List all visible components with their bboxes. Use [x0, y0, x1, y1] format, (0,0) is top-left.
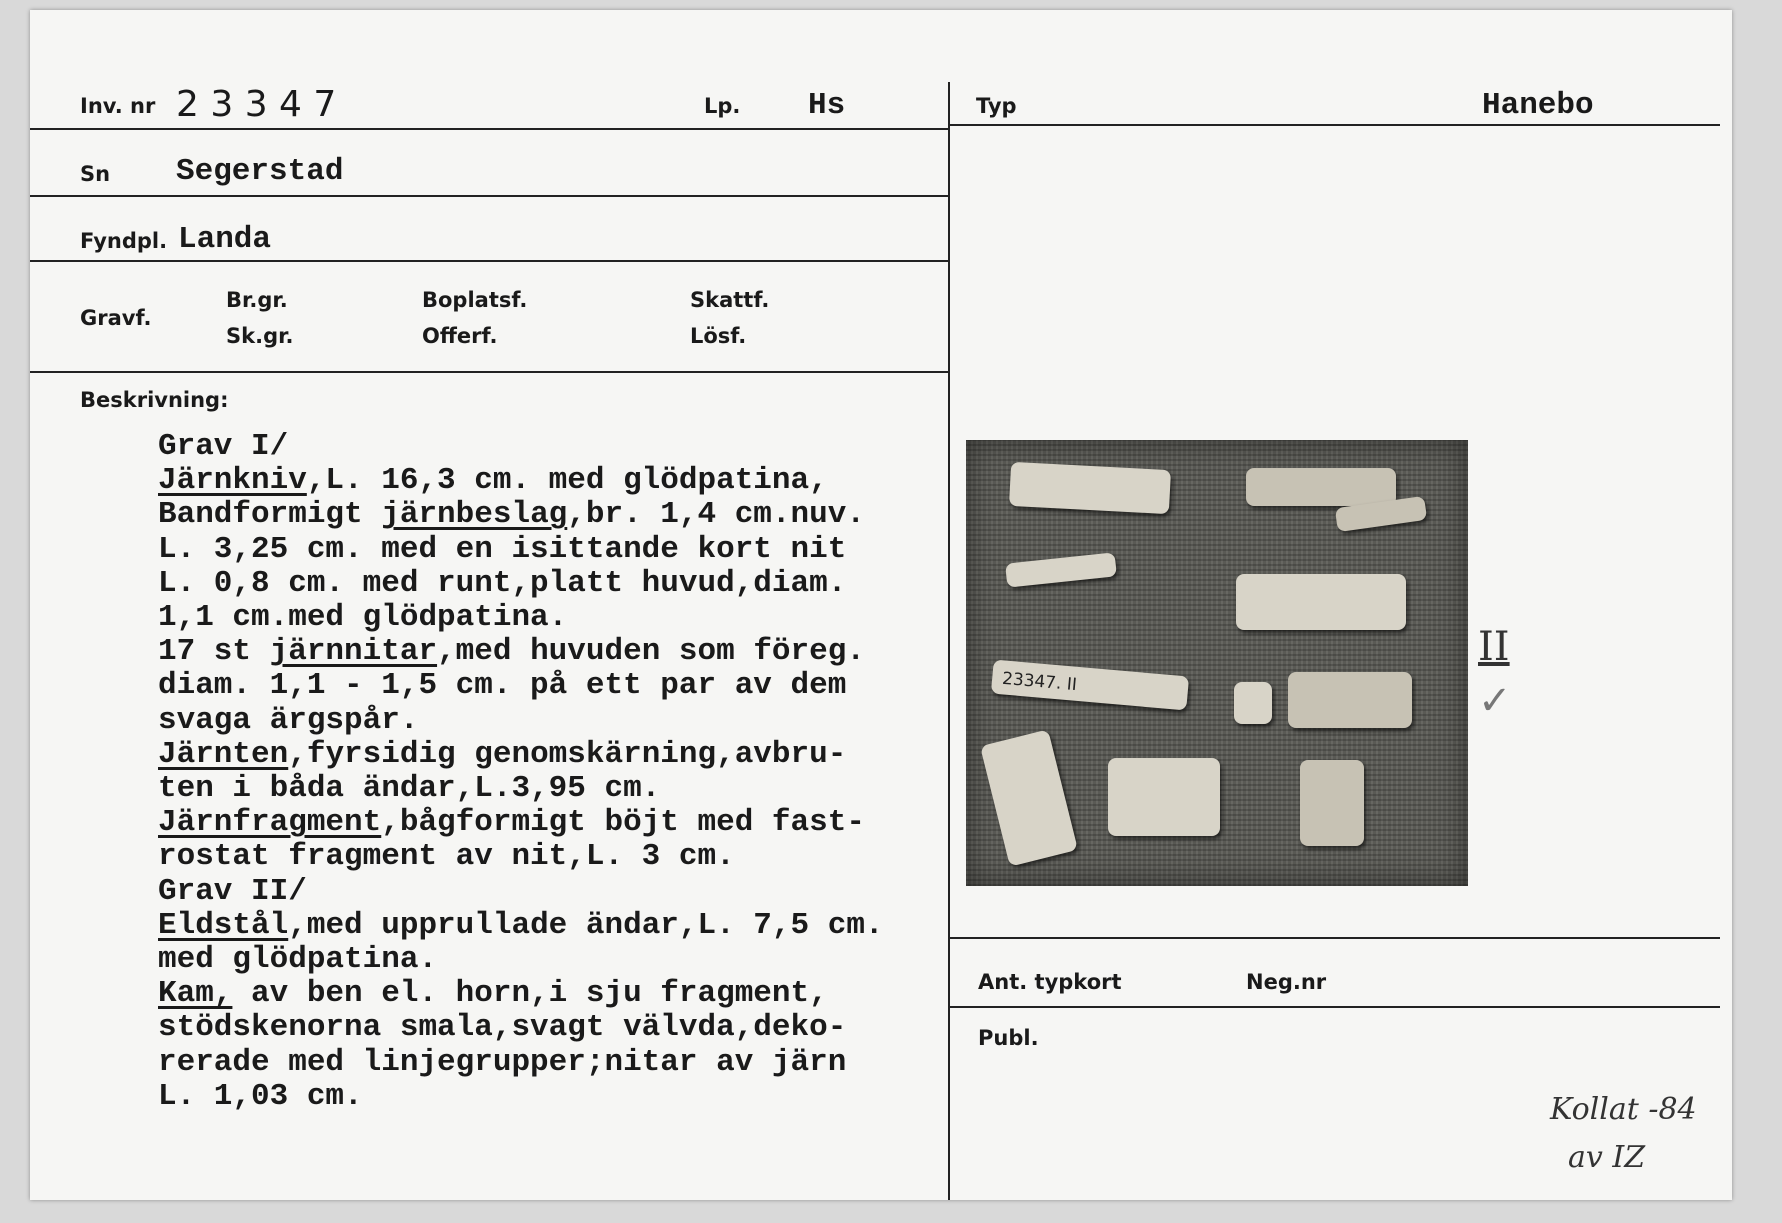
description-segment: ,med huvuden som föreg. [437, 634, 865, 670]
underlined-term: Järnfragment [158, 805, 382, 841]
description-line [158, 738, 884, 772]
description-line [158, 977, 884, 1011]
description-segment: rerade med linjegrupper;nitar av järn [158, 1044, 847, 1080]
gravf-label: Gravf. [80, 306, 152, 330]
description-segment: ,br. 1,4 cm.nuv. [567, 497, 865, 533]
description-line [158, 635, 884, 669]
description-line [158, 840, 884, 874]
description-line [158, 909, 884, 943]
description-segment: L. 3,25 cm. med en isittande kort nit [158, 531, 847, 567]
losf-label: Lösf. [690, 324, 747, 348]
fragment [1236, 574, 1406, 630]
description-segment: L. 0,8 cm. med runt,platt huvud,diam. [158, 565, 847, 601]
fragment [1288, 672, 1412, 728]
beskrivning-label: Beskrivning: [80, 388, 229, 412]
neg-nr-label: Neg.nr [1246, 970, 1327, 994]
rule-above-publ [950, 1006, 1720, 1008]
rule-above-ant-typkort [950, 937, 1720, 939]
underlined-term: Kam, [158, 976, 233, 1012]
boplatsf-label: Boplatsf. [422, 288, 528, 312]
description-line [158, 1080, 884, 1114]
underlined-term: Järnten [158, 736, 289, 772]
description-line [158, 464, 884, 498]
inv-nr-value: 2 3 3 4 7 [176, 84, 337, 125]
offerf-label: Offerf. [422, 324, 498, 348]
fyndpl-label: Fyndpl. [80, 229, 168, 253]
description-segment: ,fyrsidig genomskärning,avbru- [288, 736, 847, 772]
description-line [158, 533, 884, 567]
typ-label: Typ [976, 94, 1017, 118]
column-divider [948, 82, 950, 1200]
description-segment: 1,1 cm.med glödpatina. [158, 600, 568, 636]
description-line [158, 498, 884, 532]
description-segment: ,bågformigt böjt med fast- [381, 805, 865, 841]
rule-under-gravf [30, 371, 950, 373]
underlined-term: järnnitar [269, 634, 438, 670]
description-segment: rostat fragment av nit,L. 3 cm. [158, 839, 735, 875]
description-line [158, 806, 884, 840]
rule-under-sn [30, 195, 950, 197]
fragment [1108, 758, 1220, 836]
underlined-term: Eldstål [158, 907, 289, 943]
skattf-label: Skattf. [690, 288, 770, 312]
description-segment: med glödpatina. [158, 942, 438, 978]
typ-value: Hanebo [1482, 88, 1594, 123]
publ-label: Publ. [978, 1026, 1039, 1050]
description-line [158, 875, 884, 909]
description-segment: ,med upprullade ändar,L. 7,5 cm. [288, 907, 884, 943]
description-segment: Grav II/ [158, 873, 307, 909]
fragment [1234, 682, 1272, 724]
check-mark-handwritten: ✓ [1478, 678, 1512, 724]
sk-gr-label: Sk.gr. [226, 324, 294, 348]
description-segment: diam. 1,1 - 1,5 cm. på ett par av dem [158, 668, 847, 704]
note-handwritten-1: Kollat -84 [1550, 1092, 1697, 1127]
underlined-term: Järnkniv [158, 463, 307, 499]
br-gr-label: Br.gr. [226, 288, 288, 312]
rule-under-fyndpl [30, 260, 950, 262]
description-line [158, 1011, 884, 1045]
fragment [1300, 760, 1364, 846]
description-line [158, 704, 884, 738]
ant-typkort-label: Ant. typkort [978, 970, 1122, 994]
description-text [158, 430, 884, 1114]
fragment [980, 729, 1078, 866]
description-line [158, 601, 884, 635]
artifact-photo [966, 440, 1468, 886]
description-line [158, 772, 884, 806]
sn-value: Segerstad [176, 154, 344, 189]
description-segment: ten i båda ändar,L.3,95 cm. [158, 771, 661, 807]
fragment [1009, 462, 1171, 514]
fyndpl-value: Landa [178, 222, 272, 257]
description-line [158, 430, 884, 464]
description-line [158, 1046, 884, 1080]
description-segment: ,L. 16,3 cm. med glödpatina, [306, 463, 828, 499]
photo-tag-label: 23347. II [1001, 668, 1078, 696]
lp-value: Hs [808, 88, 846, 123]
note-handwritten-2: av IZ [1568, 1140, 1646, 1175]
lp-label: Lp. [704, 94, 741, 118]
rule-under-typ [950, 124, 1720, 126]
fragment [1246, 468, 1396, 506]
grav-mark-handwritten: II [1478, 624, 1510, 670]
description-line [158, 567, 884, 601]
sn-label: Sn [80, 162, 111, 186]
description-segment: svaga ärgspår. [158, 702, 419, 738]
description-segment: L. 1,03 cm. [158, 1078, 363, 1114]
rule-under-header [30, 128, 950, 130]
description-line [158, 943, 884, 977]
fragment [1005, 552, 1117, 587]
underlined-term: järnbeslag [381, 497, 568, 533]
description-segment: Grav I/ [158, 429, 289, 464]
description-segment: stödskenorna smala,svagt välvda,deko- [158, 1010, 847, 1046]
description-line [158, 669, 884, 703]
description-segment: 17 st [158, 634, 270, 670]
description-segment: av ben el. horn,i sju fragment, [232, 976, 828, 1012]
description-segment: Bandformigt [158, 497, 382, 533]
inv-nr-label: Inv. nr [80, 94, 156, 118]
catalog-card [30, 10, 1732, 1200]
